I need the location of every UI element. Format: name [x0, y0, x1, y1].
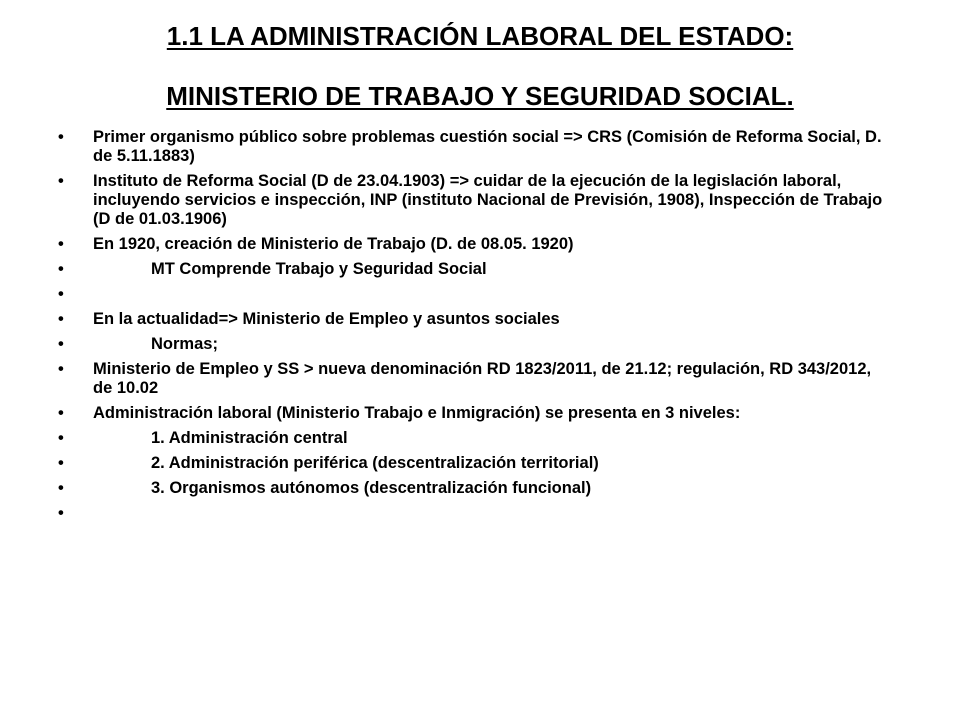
bullet-text: 2. Administración periférica (descentralización territorial)	[151, 454, 599, 472]
bullet-item	[58, 172, 888, 229]
bullet-dot-icon: •	[58, 310, 64, 328]
bullet-text: 3. Organismos autónomos (descentralización funcional)	[151, 479, 592, 497]
bullet-text: Instituto de Reforma Social (D de 23.04.1903) => cuidar de la ejecución de la legislación laboral, incluyendo servicios e inspección, INP (instituto Nacional de Previsión, 1908), Inspección de Trabajo (D de 01.03.1906)	[93, 172, 883, 228]
bullet-item	[58, 504, 888, 523]
bullet-dot-icon: •	[58, 479, 64, 497]
bullet-text: En la actualidad=> Ministerio de Empleo y asuntos sociales	[93, 310, 560, 328]
bullet-item	[58, 479, 888, 498]
bullet-dot-icon: •	[58, 404, 64, 422]
bullet-dot-icon: •	[58, 454, 64, 472]
bullet-item	[58, 260, 888, 279]
bullet-dot-icon: •	[58, 504, 64, 522]
bullet-text: MT Comprende Trabajo y Seguridad Social	[151, 260, 487, 278]
bullet-dot-icon: •	[58, 235, 64, 253]
bullet-text: Normas;	[151, 335, 218, 353]
bullet-item	[58, 429, 888, 448]
bullet-item	[58, 235, 888, 254]
bullet-dot-icon: •	[58, 335, 64, 353]
bullet-dot-icon: •	[58, 429, 64, 447]
bullet-item	[58, 285, 888, 304]
bullet-dot-icon: •	[58, 128, 64, 146]
slide-title	[40, 6, 920, 126]
bullet-dot-icon: •	[58, 285, 64, 303]
bullet-text: Ministerio de Empleo y SS > nueva denominación RD 1823/2011, de 21.12; regulación, RD 343/2012, de 10.02	[93, 360, 872, 397]
bullet-text: 1. Administración central	[151, 429, 348, 447]
bullet-list	[58, 128, 888, 529]
bullet-item	[58, 360, 888, 398]
bullet-item	[58, 335, 888, 354]
bullet-dot-icon: •	[58, 172, 64, 190]
title-line-2: MINISTERIO DE TRABAJO Y SEGURIDAD SOCIAL.	[166, 81, 794, 111]
bullet-item	[58, 310, 888, 329]
bullet-text: En 1920, creación de Ministerio de Trabajo (D. de 08.05. 1920)	[93, 235, 574, 253]
bullet-dot-icon: •	[58, 260, 64, 278]
bullet-text: Administración laboral (Ministerio Trabajo e Inmigración) se presenta en 3 niveles:	[93, 404, 741, 422]
title-line-1: 1.1 LA ADMINISTRACIÓN LABORAL DEL ESTADO:	[166, 21, 794, 51]
bullet-item	[58, 404, 888, 423]
bullet-item	[58, 128, 888, 166]
bullet-item	[58, 454, 888, 473]
bullet-text: Primer organismo público sobre problemas cuestión social => CRS (Comisión de Reforma Social, D. de 5.11.1883)	[93, 128, 882, 165]
bullet-dot-icon: •	[58, 360, 64, 378]
